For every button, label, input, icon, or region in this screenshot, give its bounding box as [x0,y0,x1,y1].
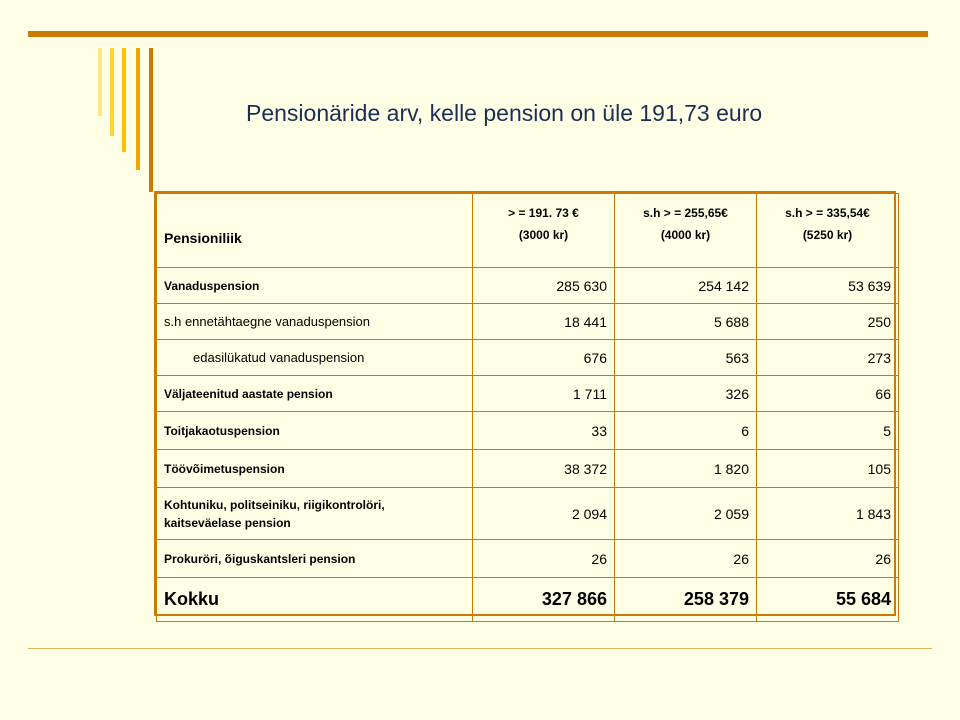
cell-value: 5 [757,412,899,450]
cell-value: 2 094 [473,488,615,540]
deco-bar-3 [122,48,126,152]
header-col-3 [757,194,899,268]
cell-value: 66 [757,376,899,412]
cell-value: 273 [757,340,899,376]
table-row [157,450,899,488]
cell-value: 254 142 [615,268,757,304]
cell-value: 2 059 [615,488,757,540]
cell-value: 105 [757,450,899,488]
cell-value: 33 [473,412,615,450]
total-value: 327 866 [473,578,615,622]
header-type: Pensioniliik [157,194,473,268]
header-col-1 [473,194,615,268]
row-label: Kohtuniku, politseiniku, riigikontrolöri, kaitseväelase pension [157,488,473,540]
header-row [157,194,899,268]
header-col-2-line2: (4000 kr) [660,228,711,242]
table-row [157,340,899,376]
header-col-1-line2: (3000 kr) [518,228,569,242]
deco-bar-1 [98,48,102,116]
header-col-3-line2: (5250 kr) [802,228,853,242]
table-row [157,540,899,578]
row-label: Toitjakaotuspension [157,412,473,450]
cell-value: 1 843 [757,488,899,540]
cell-value: 26 [757,540,899,578]
deco-bar-4 [136,48,140,170]
cell-value: 250 [757,304,899,340]
header-col-3-line1: s.h > = 335,54€ [785,206,870,220]
pension-table [154,191,896,616]
row-label: Vanaduspension [157,268,473,304]
table-row [157,412,899,450]
table-row [157,488,899,540]
table-row [157,304,899,340]
row-label: Prokuröri, õiguskantsleri pension [157,540,473,578]
cell-value: 53 639 [757,268,899,304]
deco-bar-5 [149,48,153,192]
cell-value: 285 630 [473,268,615,304]
cell-value: 26 [473,540,615,578]
header-col-1-line1: > = 191. 73 € [508,206,579,220]
top-rule [28,31,928,37]
table-row [157,268,899,304]
row-label: edasilükatud vanaduspension [157,340,473,376]
cell-value: 1 711 [473,376,615,412]
cell-value: 563 [615,340,757,376]
total-value: 258 379 [615,578,757,622]
bottom-rule [28,648,932,649]
cell-value: 6 [615,412,757,450]
cell-value: 326 [615,376,757,412]
row-label: Töövõimetuspension [157,450,473,488]
row-label: s.h ennetähtaegne vanaduspension [157,304,473,340]
cell-value: 26 [615,540,757,578]
cell-value: 676 [473,340,615,376]
row-label: Väljateenitud aastate pension [157,376,473,412]
total-label: Kokku [157,578,473,622]
deco-bar-2 [110,48,114,136]
header-col-2 [615,194,757,268]
total-row [157,578,899,622]
table-row [157,376,899,412]
header-col-2-line1: s.h > = 255,65€ [643,206,728,220]
cell-value: 18 441 [473,304,615,340]
slide-title: Pensionäride arv, kelle pension on üle 191,73 euro [246,100,763,126]
cell-value: 38 372 [473,450,615,488]
cell-value: 5 688 [615,304,757,340]
total-value: 55 684 [757,578,899,622]
cell-value: 1 820 [615,450,757,488]
